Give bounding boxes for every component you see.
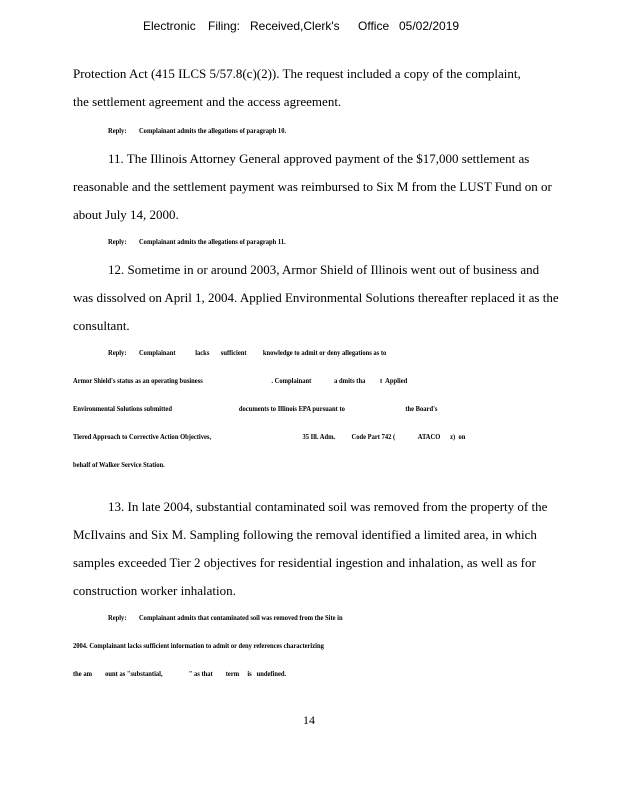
reply-paragraph-11 [108, 237, 286, 246]
reply-text: Complainant admits the allegations of paragraph 10. [138, 126, 287, 135]
paragraph-11-line: reasonable and the settlement payment was reimbursed to Six M from the LUST Fund on or [73, 179, 552, 194]
paragraph-12-line: 12. Sometime in or around 2003, Armor Shield of Illinois went out of business and [108, 262, 540, 277]
reply-line: the am ount as "substantial, " as that term is undefined. [73, 669, 287, 678]
body-line: the settlement agreement and the access agreement. [73, 94, 342, 109]
header-received: Received,Clerk's [250, 19, 340, 33]
header-office: Office [358, 19, 390, 33]
reply-line: 2004. Complainant lacks sufficient information to admit or deny references characterizing [73, 641, 324, 650]
header-date: 05/02/2019 [399, 19, 460, 33]
reply-paragraph-10 [108, 126, 286, 135]
reply-line: Environmental Solutions submitted documents to Illinois EPA pursuant to the Board's [73, 404, 438, 413]
header-filing: Filing: [208, 19, 241, 33]
filing-header [0, 19, 618, 103]
reply-label: Reply: [108, 126, 127, 135]
reply-text: Complainant admits that contaminated soil was removed from the Site in [138, 613, 343, 622]
paragraph-13-line: construction worker inhalation. [73, 583, 236, 598]
reply-paragraph-12 [108, 348, 386, 357]
reply-label: Reply: [108, 237, 127, 246]
reply-line: Tiered Approach to Corrective Action Objectives, 35 Ill. Adm. Code Part 742 ( ATACO z) on [73, 432, 466, 441]
paragraph-11-line: 11. The Illinois Attorney General approved payment of the $17,000 settlement as [108, 151, 530, 166]
reply-text: Complainant lacks sufficient knowledge to admit or deny allegations as to [138, 348, 387, 357]
reply-line: Armor Shield's status as an operating business . Complainant a dmits tha t Applied [73, 376, 408, 385]
header-electronic: Electronic [143, 19, 196, 33]
paragraph-13-line: samples exceeded Tier 2 objectives for residential ingestion and inhalation, as well as for [73, 555, 536, 570]
paragraph-13-line: McIlvains and Six M. Sampling following the removal identified a limited area, in which [73, 527, 537, 542]
reply-paragraph-13 [108, 613, 343, 622]
reply-text: Complainant admits the allegations of paragraph 11. [138, 237, 286, 246]
paragraph-12-line: consultant. [73, 318, 130, 333]
page-number: 14 [303, 713, 315, 727]
reply-label: Reply: [108, 613, 127, 622]
body-line: Protection Act (415 ILCS 5/57.8(c)(2)). The request included a copy of the complaint, [73, 66, 521, 81]
reply-line: behalf of Walker Service Station. [73, 460, 165, 469]
paragraph-11-line: about July 14, 2000. [73, 207, 179, 222]
reply-label: Reply: [108, 348, 127, 357]
paragraph-12-line: was dissolved on April 1, 2004. Applied Environmental Solutions thereafter replaced it as the [73, 290, 559, 305]
paragraph-13-line: 13. In late 2004, substantial contaminated soil was removed from the property of the [108, 499, 548, 514]
